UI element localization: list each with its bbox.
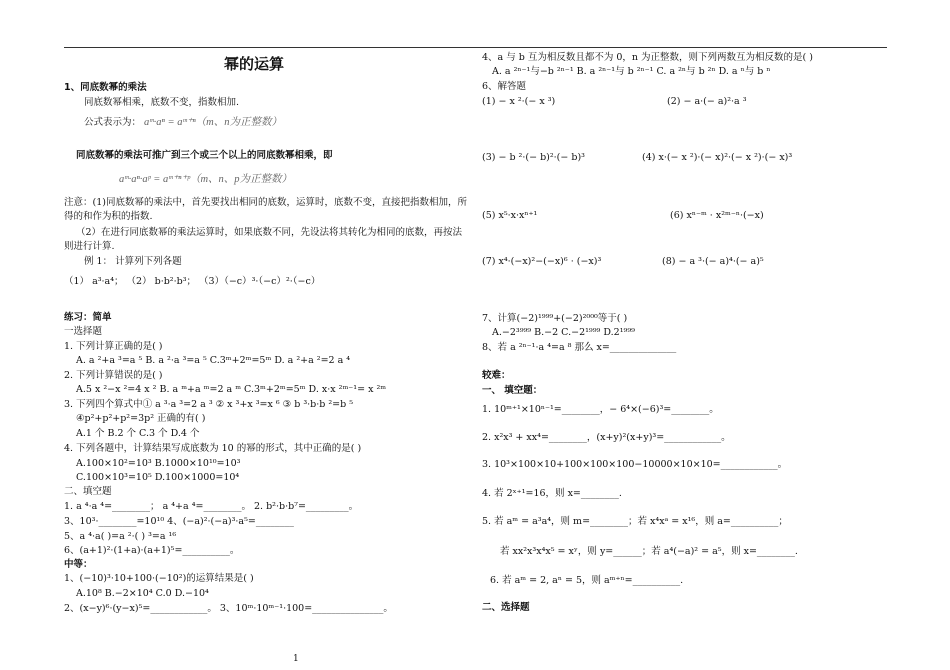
page-title: 幂的运算 xyxy=(224,55,285,73)
formula-label: 公式表示为： xyxy=(84,117,142,128)
medium-heading: 中等： xyxy=(64,559,93,570)
note-line: 注意：(1)同底数幂的乘法中，首先要找出相同的底数，运算时，底数不变，直接把指数相加，所 xyxy=(64,197,467,208)
note-line: 则进行计算. xyxy=(64,241,115,252)
section-heading: 1、同底数幂的乘法 xyxy=(64,82,147,93)
choice-heading: 一选择题 xyxy=(64,326,103,337)
question: 2、(x−y)⁶·(y−x)⁵=____________。 3、10ᵐ·10ᵐ⁻¹·100=_______________。 xyxy=(64,603,393,614)
question-options: A.1 个 B.2 个 C.3 个 D.4 个 xyxy=(76,428,200,439)
fill-question: 3. 10³×100×10+100×100×100−10000×10×10=____________。 xyxy=(482,459,788,470)
question-options: A.−2³⁹⁹⁹ B.−2 C.−2¹⁹⁹⁹ D.2¹⁹⁹⁹ xyxy=(492,327,635,338)
note-line: 得的和作为积的指数. xyxy=(64,211,153,222)
fill-question: 3、10³·________=10¹⁰ 4、(−a)²·(−a)³·a⁵=________ xyxy=(64,516,294,527)
question: 3. 下列四个算式中① a ³·a ³=2 a ³ ② x ³+x ³=x ⁶ ③ b ³·b·b ²=b ⁵ xyxy=(64,399,354,410)
question: 2. 下列计算错误的是( ) xyxy=(64,370,163,381)
fill-question: 4. 若 2ˣ⁺¹=16，则 x=________. xyxy=(482,488,622,499)
extension-formula: aᵐ·aⁿ·aᵖ = aᵐ⁺ⁿ⁺ᵖ（m、n、p为正整数） xyxy=(119,174,293,185)
question: 1. 下列计算正确的是( ) xyxy=(64,341,163,352)
fill-question: 1. a ⁴·a ⁴=________； a ⁴+a ⁴=________。 2. b²·b·b⁷=_________。 xyxy=(64,501,359,512)
page-number: 1 xyxy=(293,654,299,664)
note-line: （2）在进行同底数幂的乘法运算时，如果底数不同，先设法将其转化为相同的底数，再按法 xyxy=(76,227,463,238)
question: 7、计算(−2)¹⁹⁹⁹+(−2)²⁰⁰⁰等于( ) xyxy=(482,313,628,324)
problem: (6) xⁿ⁻ᵐ · x²ᵐ⁻ⁿ·(−x) xyxy=(670,210,764,221)
example-items: （1） a³·a⁴； （2） b·b²·b³； （3）（−c）³·（−c）²·（−c） xyxy=(64,276,321,287)
question-options: A.10⁸ B.−2×10⁴ C.0 D.−10⁴ xyxy=(76,588,209,599)
problem: (2) − a·(− a)²·a ³ xyxy=(667,96,747,107)
fill-question: 1. 10ᵐ⁺¹×10ⁿ⁻¹=________，− 6⁴×(−6)³=________。 xyxy=(482,404,719,415)
problem: (1) − x ²·(− x ³) xyxy=(482,96,556,107)
extension-text: 同底数幂的乘法可推广到三个或三个以上的同底数幂相乘，即 xyxy=(76,150,333,161)
fill-question: 若 xx²x³x⁴x⁵ = xʸ，则 y=______；若 a⁴(−a)² = a⁵，则 x=________. xyxy=(500,546,798,557)
formula-line xyxy=(84,117,282,129)
problem: (8) − a ³·(− a)⁴·(− a)⁵ xyxy=(662,256,764,267)
formula: aᵐ·aⁿ = aᵐ⁺ⁿ（m、n为正整数） xyxy=(144,117,283,128)
question-options: A. a ²ⁿ⁻¹与−b ²ⁿ⁻¹ B. a ²ⁿ⁻¹与 b ²ⁿ⁻¹ C. a ²ⁿ与 b ²ⁿ D. a ⁿ与 b ⁿ xyxy=(492,66,771,77)
fill-heading: 二、填空题 xyxy=(64,486,112,497)
question-options: C.100×10³=10⁵ D.100×1000=10⁴ xyxy=(76,472,240,483)
fill-question: 6、(a+1)²·(1+a)·(a+1)⁵=__________。 xyxy=(64,545,240,556)
problem: (7) x⁴·(−x)²−(−x)⁶ · (−x)³ xyxy=(482,256,602,267)
question: 8、若 a ²ⁿ⁻¹·a ⁴=a ⁸ 那么 x=______________ xyxy=(482,342,677,353)
hard-heading: 较难： xyxy=(482,370,511,381)
question: 4、a 与 b 互为相反数且都不为 0，n 为正整数，则下列两数互为相反数的是( ) xyxy=(482,52,813,63)
fill-question: 6. 若 aᵐ = 2, aⁿ = 5，则 aᵐ⁺ⁿ=__________. xyxy=(490,575,684,586)
header-rule xyxy=(64,47,887,48)
section-heading: 6、解答题 xyxy=(482,81,527,92)
problem: (4) x·(− x ²)·(− x)²·(− x ²)·(− x)³ xyxy=(642,152,793,163)
fill-question: 5. 若 aᵐ = a³a⁴，则 m=________；若 x⁴xᵃ = x¹⁶，则 a=__________； xyxy=(482,516,788,527)
practice-heading: 练习：简单 xyxy=(64,312,112,323)
choice-heading: 二、选择题 xyxy=(482,602,530,613)
question: 1、(−10)³·10+100·(−10²)的运算结果是( ) xyxy=(64,573,254,584)
fill-question: 5、a ⁴·a( )=a ²·( ) ³=a ¹⁶ xyxy=(64,531,177,542)
fill-heading: 一、 填空题： xyxy=(482,385,543,396)
question-options: A.100×10²=10³ B.1000×10¹⁰=10³ xyxy=(76,458,241,469)
question: ④p²+p²+p²=3p² 正确的有( ) xyxy=(76,413,206,424)
problem: (5) x⁵·x·xⁿ⁺¹ xyxy=(482,210,538,221)
problem: (3) − b ²·(− b)²·(− b)³ xyxy=(482,152,585,163)
example-heading: 例 1： 计算列下列各题 xyxy=(84,256,182,267)
question-options: A. a ²+a ³=a ⁵ B. a ²·a ³=a ⁵ C.3ᵐ+2ᵐ=5ᵐ D. a ²+a ²=2 a ⁴ xyxy=(76,355,351,366)
fill-question: 2. x²x³ + xx⁴=________，(x+y)²(x+y)³=____________。 xyxy=(482,432,731,443)
question-options: A.5 x ²−x ²=4 x ² B. a ᵐ+a ᵐ=2 a ᵐ C.3ᵐ+2ᵐ=5ᵐ D. x·x ²ᵐ⁻¹= x ²ᵐ xyxy=(76,384,387,395)
question: 4. 下列各题中，计算结果写成底数为 10 的幂的形式，其中正确的是( ) xyxy=(64,443,362,454)
rule-text: 同底数幂相乘，底数不变，指数相加. xyxy=(84,97,240,108)
